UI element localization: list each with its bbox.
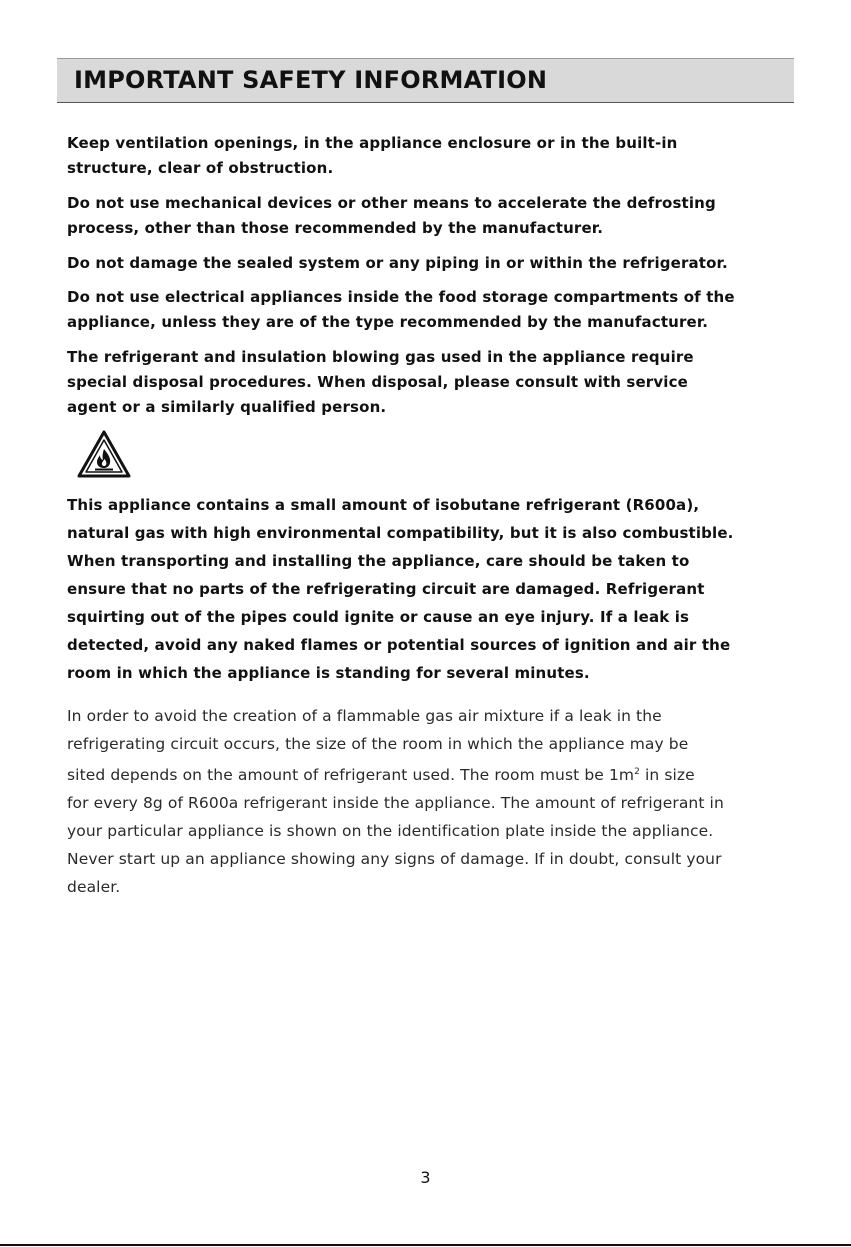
text-line: Never start up an appliance showing any signs of damage. If in doubt, consult your	[67, 850, 722, 868]
section-header	[57, 58, 794, 103]
text-line: refrigerating circuit occurs, the size of the room in which the appliance may be	[67, 735, 689, 753]
text-line: agent or a similarly qualified person.	[67, 398, 387, 416]
text-line: ensure that no parts of the refrigerating circuit are damaged. Refrigerant	[67, 580, 705, 598]
text-line: This appliance contains a small amount of isobutane refrigerant (R600a),	[67, 496, 700, 514]
page-number: 3	[420, 1168, 431, 1187]
text-line	[67, 758, 724, 789]
text-line: Do not use mechanical devices or other means to accelerate the defrosting	[67, 194, 716, 212]
text-line: Keep ventilation openings, in the appliance enclosure or in the built-in	[67, 134, 678, 152]
flammable-warning-icon	[76, 429, 132, 479]
bottom-rule	[0, 1244, 851, 1246]
text-line: your particular appliance is shown on the identification plate inside the appliance.	[67, 822, 714, 840]
text-line: room in which the appliance is standing for several minutes.	[67, 664, 590, 682]
text-line: structure, clear of obstruction.	[67, 159, 334, 177]
text-fragment: in size	[639, 766, 695, 784]
defrosting-warning	[67, 191, 716, 241]
text-line: When transporting and installing the appliance, care should be taken to	[67, 552, 690, 570]
text-line: process, other than those recommended by the manufacturer.	[67, 219, 604, 237]
disposal-warning	[67, 345, 694, 420]
room-size-info	[67, 702, 724, 901]
text-line: The refrigerant and insulation blowing gas used in the appliance require	[67, 348, 694, 366]
text-line: special disposal procedures. When disposal, please consult with service	[67, 373, 688, 391]
electrical-appliances-warning	[67, 285, 735, 335]
text-fragment: sited depends on the amount of refrigerant used. The room must be 1m	[67, 766, 635, 784]
superscript: 2	[634, 767, 640, 777]
section-title: IMPORTANT SAFETY INFORMATION	[74, 66, 548, 94]
text-line: Do not damage the sealed system or any piping in or within the refrigerator.	[67, 254, 728, 272]
text-line: detected, avoid any naked flames or potential sources of ignition and air the	[67, 636, 731, 654]
text-line: In order to avoid the creation of a flammable gas air mixture if a leak in the	[67, 707, 662, 725]
sealed-system-warning	[67, 251, 728, 276]
ventilation-warning	[67, 131, 677, 181]
text-line: dealer.	[67, 878, 121, 896]
isobutane-warning	[67, 491, 734, 687]
text-line: squirting out of the pipes could ignite or cause an eye injury. If a leak is	[67, 608, 690, 626]
text-line: natural gas with high environmental compatibility, but it is also combustible.	[67, 524, 734, 542]
text-line: Do not use electrical appliances inside the food storage compartments of the	[67, 288, 735, 306]
text-line: appliance, unless they are of the type recommended by the manufacturer.	[67, 313, 709, 331]
text-line: for every 8g of R600a refrigerant inside the appliance. The amount of refrigerant in	[67, 794, 724, 812]
